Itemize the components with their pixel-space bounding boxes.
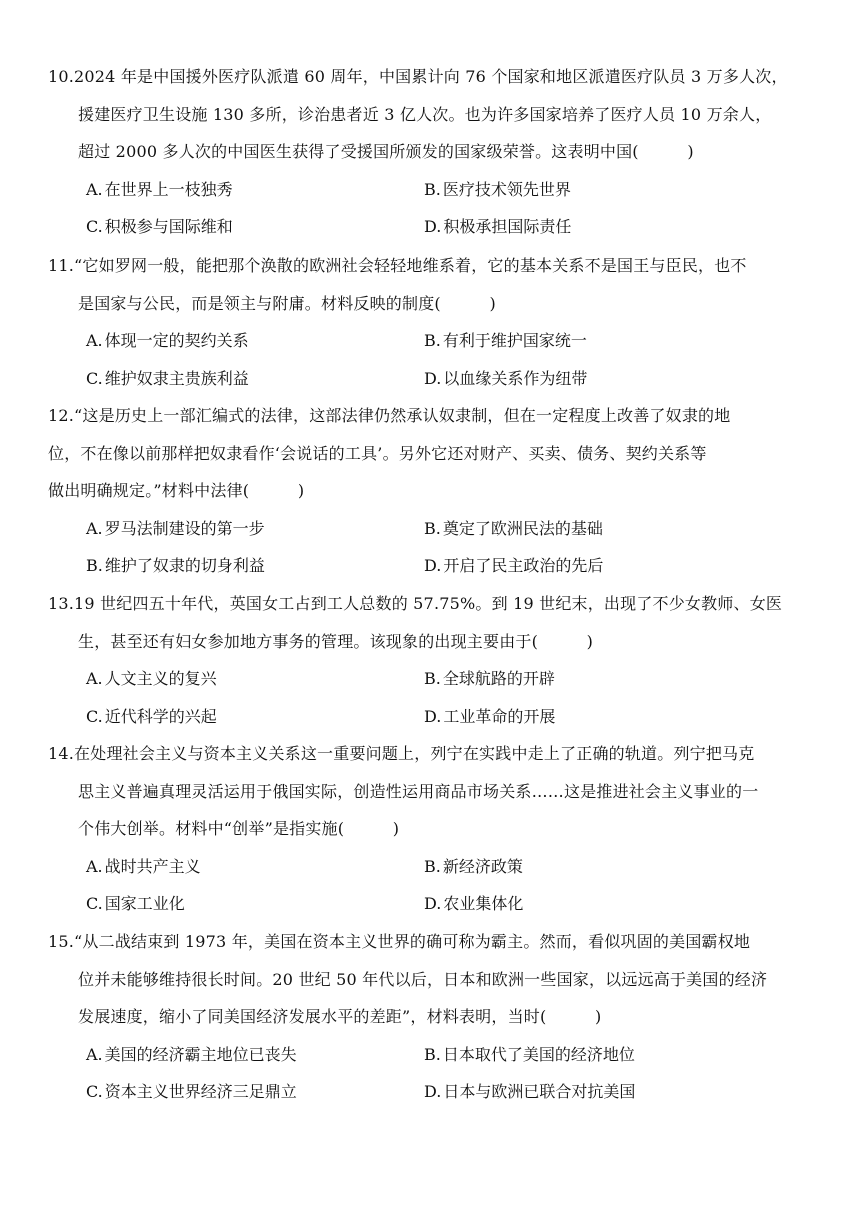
option-text: 新经济政策 [442,856,523,876]
question-stem [48,735,820,848]
stem-line: “这是历史上一部汇编式的法律，这部法律仍然承认奴隶制，但在一定程度上改善了奴隶的地 [74,406,731,425]
question-15 [48,923,820,1111]
question-number: 12. [48,406,75,425]
option-label: B. [424,669,441,688]
option-text: 开启了民主政治的先后 [443,556,604,575]
option-label: C. [86,368,103,388]
option-a[interactable] [86,510,424,548]
question-number: 10. [48,67,75,86]
option-label: B. [424,331,441,350]
option-label: B. [424,1044,441,1064]
option-text: 体现一定的契约关系 [104,331,249,350]
option-text: 维护奴隶主贵族利益 [104,368,249,388]
option-label: A. [86,856,103,876]
option-b[interactable] [424,660,824,698]
option-d[interactable] [424,1073,824,1111]
stem-line: 位并未能够维持很长时间。20 世纪 50 年代以后，日本和欧洲一些国家，以远远高于美国的经济 [78,969,768,989]
option-text: 资本主义世界经济三足鼎立 [104,1082,297,1101]
stem-line: 发展速度，缩小了同美国经济发展水平的差距”，材料表明，当时( ) [78,1007,602,1026]
option-c[interactable] [86,208,424,246]
option-label: A. [86,518,103,538]
option-label: C. [86,1082,103,1101]
option-b[interactable] [424,171,824,209]
option-text: 美国的经济霸主地位已丧失 [104,1044,297,1064]
option-label: A. [86,1044,103,1064]
option-d[interactable] [424,208,824,246]
option-label: C. [86,894,103,913]
option-b[interactable] [424,510,824,548]
option-text: 人文主义的复兴 [104,669,217,688]
option-label: B. [424,179,441,199]
option-b[interactable] [424,1036,824,1074]
options [48,171,820,246]
option-label: D. [424,706,442,726]
stem-line: 做出明确规定。”材料中法律( ) [48,481,305,500]
option-text: 日本取代了美国的经济地位 [442,1044,635,1064]
options [48,322,820,397]
question-number: 14. [48,744,75,763]
option-label: D. [424,217,442,236]
option-label: C. [86,706,103,726]
option-b[interactable] [424,848,824,886]
option-label: B. [424,856,441,876]
option-a[interactable] [86,1036,424,1074]
option-text: 积极参与国际维和 [104,217,233,236]
stem-line: 思主义普遍真理灵活运用于俄国实际，创造性运用商品市场关系……这是推进社会主义事业的一 [78,781,759,801]
option-label: D. [424,1082,442,1101]
option-text: 在世界上一枝独秀 [104,179,233,199]
option-label: D. [424,368,442,388]
option-b[interactable] [424,322,824,360]
option-d[interactable] [424,698,824,736]
stem-line: 位，不在像以前那样把奴隶看作‘会说话的工具’。另外它还对财产、买卖、债务、契约关系等 [48,443,707,463]
question-13 [48,585,820,735]
option-label: A. [86,669,103,688]
option-c[interactable] [86,360,424,398]
option-a[interactable] [86,322,424,360]
stem-line: 个伟大创举。材料中“创举”是指实施( ) [78,819,400,838]
stem-line: 19 世纪四五十年代，英国女工占到工人总数的 57.75%。到 19 世纪末，出现了不少女教师、女医 [74,594,783,613]
option-text: 工业革命的开展 [443,706,556,726]
option-c[interactable] [86,547,424,585]
option-c[interactable] [86,698,424,736]
question-stem [48,397,820,510]
option-a[interactable] [86,171,424,209]
options [48,510,820,585]
option-label: A. [86,179,103,199]
question-10 [48,58,820,246]
option-text: 积极承担国际责任 [443,217,572,236]
option-text: 日本与欧洲已联合对抗美国 [443,1082,636,1101]
option-label: D. [424,894,442,913]
option-text: 罗马法制建设的第一步 [104,518,265,538]
option-c[interactable] [86,1073,424,1111]
question-number: 11. [48,256,75,275]
stem-line: 援建医疗卫生设施 130 多所，诊治患者近 3 亿人次。也为许多国家培养了医疗人员 10 万余人， [78,104,772,124]
options [48,848,820,923]
option-d[interactable] [424,885,824,923]
option-text: 有利于维护国家统一 [442,331,587,350]
option-d[interactable] [424,360,824,398]
option-a[interactable] [86,848,424,886]
option-label: C. [86,217,103,236]
stem-line: “它如罗网一般，能把那个涣散的欧洲社会轻轻地维系着，它的基本关系不是国王与臣民，也不 [74,256,747,275]
question-number: 13. [48,594,75,613]
options [48,660,820,735]
option-text: 维护了奴隶的切身利益 [104,556,265,575]
question-number: 15. [48,932,75,951]
question-stem [48,585,820,660]
option-a[interactable] [86,660,424,698]
stem-line: 2024 年是中国援外医疗队派遣 60 周年，中国累计向 76 个国家和地区派遣医疗队员 3 万多人次， [74,67,788,86]
options [48,1036,820,1111]
option-label: A. [86,331,103,350]
question-stem [48,923,820,1036]
option-label: B. [86,556,103,575]
option-label: B. [424,518,441,538]
option-text: 战时共产主义 [104,856,201,876]
question-stem [48,247,820,322]
option-text: 国家工业化 [104,894,185,913]
option-text: 农业集体化 [443,894,524,913]
stem-line: “从二战结束到 1973 年，美国在资本主义世界的确可称为霸主。然而，看似巩固的美国霸权地 [74,932,751,951]
question-12 [48,397,820,585]
stem-line: 是国家与公民，而是领主与附庸。材料反映的制度( ) [78,293,496,313]
stem-line: 超过 2000 多人次的中国医生获得了受援国所颁发的国家级荣誉。这表明中国( ) [78,142,694,161]
option-text: 全球航路的开辟 [442,669,555,688]
question-stem [48,58,820,171]
option-text: 以血缘关系作为纽带 [443,368,588,388]
stem-line: 在处理社会主义与资本主义关系这一重要问题上，列宁在实践中走上了正确的轨道。列宁把马克 [74,744,755,763]
option-d[interactable] [424,547,824,585]
option-c[interactable] [86,885,424,923]
option-text: 近代科学的兴起 [104,706,217,726]
option-text: 医疗技术领先世界 [442,179,571,199]
option-label: D. [424,556,442,575]
stem-line: 生，甚至还有妇女参加地方事务的管理。该现象的出现主要由于( ) [78,631,594,651]
question-11 [48,247,820,397]
option-text: 奠定了欧洲民法的基础 [442,518,603,538]
question-14 [48,735,820,923]
